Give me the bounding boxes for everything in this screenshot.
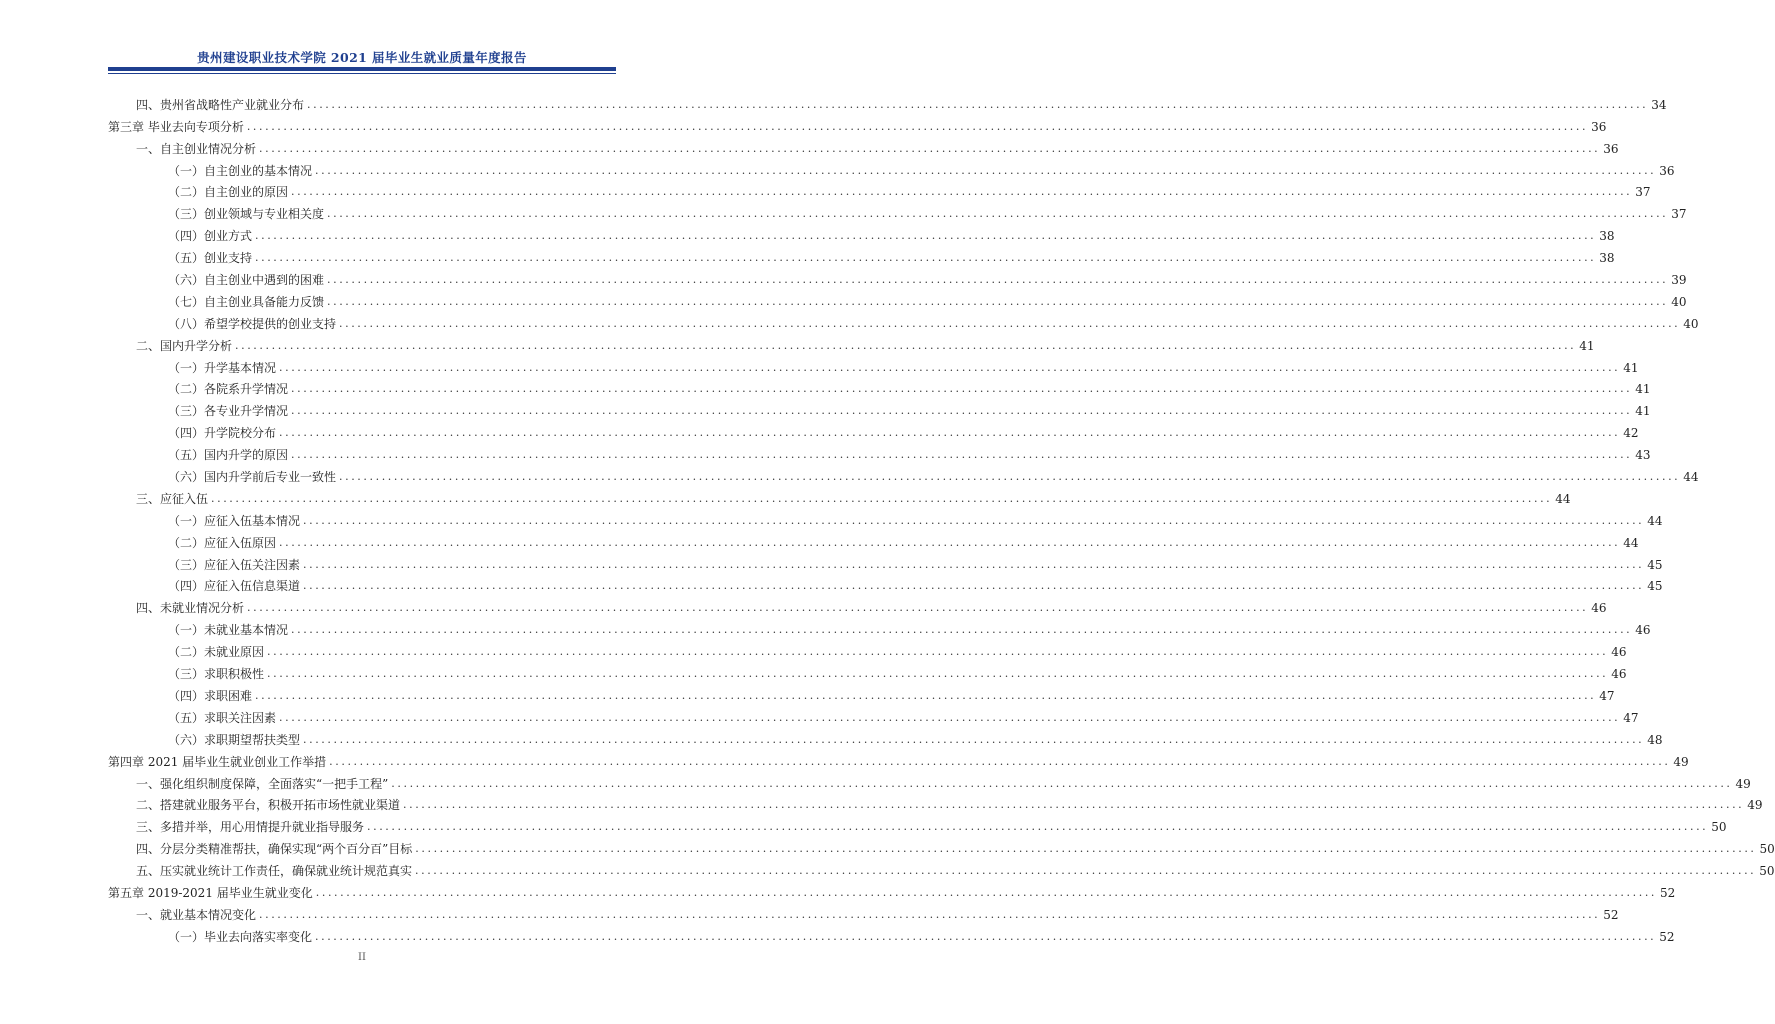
- toc-entry-label: （二）未就业原因: [168, 645, 265, 660]
- dot-leader: ............................................................................................................................................................................................................................: [279, 710, 1621, 724]
- toc-entry-label: （一）应征入伍基本情况: [168, 513, 301, 528]
- dot-leader: ............................................................................................................................................................................................................................: [255, 251, 1597, 265]
- toc-entry-page: 50: [1759, 864, 1775, 879]
- dot-leader: ............................................................................................................................................................................................................................: [327, 273, 1669, 287]
- toc-entry[interactable]: [108, 922, 1675, 944]
- toc-entry[interactable]: [108, 900, 1619, 922]
- page-number: II: [358, 952, 366, 963]
- dot-leader: ............................................................................................................................................................................................................................: [259, 141, 1601, 155]
- toc-entry-page: 40: [1683, 316, 1699, 331]
- dot-leader: ............................................................................................................................................................................................................................: [391, 776, 1733, 790]
- toc-entry[interactable]: [108, 747, 1689, 769]
- dot-leader: ............................................................................................................................................................................................................................: [255, 688, 1597, 702]
- toc-entry[interactable]: [108, 418, 1639, 441]
- toc-entry[interactable]: [108, 812, 1727, 835]
- dot-leader: ............................................................................................................................................................................................................................: [303, 513, 1645, 527]
- toc-entry-page: 41: [1635, 382, 1651, 397]
- toc-entry-page: 37: [1635, 185, 1651, 200]
- toc-entry-page: 41: [1623, 360, 1639, 375]
- dot-leader: ............................................................................................................................................................................................................................: [339, 316, 1681, 330]
- toc-entry[interactable]: [108, 637, 1627, 660]
- dot-leader: ............................................................................................................................................................................................................................: [235, 338, 1577, 352]
- toc-entry-page: 45: [1647, 579, 1663, 594]
- header-rule-thick: [108, 67, 616, 71]
- toc-entry[interactable]: [108, 878, 1676, 900]
- toc-entry-label: （三）求职积极性: [168, 667, 265, 682]
- toc-entry-label: （八）希望学校提供的创业支持: [168, 316, 337, 331]
- toc-entry-label: （三）各专业升学情况: [168, 404, 289, 419]
- dot-leader: ............................................................................................................................................................................................................................: [291, 623, 1633, 637]
- toc-entry-page: 44: [1647, 513, 1663, 528]
- toc-entry[interactable]: [108, 856, 1775, 879]
- toc-entry[interactable]: [108, 90, 1667, 112]
- dot-leader: ............................................................................................................................................................................................................................: [315, 929, 1657, 943]
- toc-entry-label: 二、搭建就业服务平台，积极开拓市场性就业渠道: [136, 798, 401, 813]
- toc-entry-page: 49: [1673, 754, 1689, 769]
- toc-entry[interactable]: [108, 331, 1595, 353]
- toc-entry-label: 四、未就业情况分析: [136, 601, 245, 616]
- toc-entry-page: 50: [1711, 820, 1727, 835]
- toc-entry[interactable]: [108, 440, 1651, 463]
- dot-leader: ............................................................................................................................................................................................................................: [255, 229, 1597, 243]
- toc-entry-label: 三、应征入伍: [136, 491, 209, 506]
- toc-entry-label: （五）国内升学的原因: [168, 448, 289, 463]
- toc-entry-label: （六）自主创业中遇到的困难: [168, 273, 325, 288]
- toc-entry[interactable]: [108, 287, 1687, 309]
- table-of-contents: [108, 90, 1775, 944]
- toc-entry-page: 42: [1623, 426, 1639, 441]
- toc-entry-page: 43: [1635, 448, 1651, 463]
- toc-entry-label: 三、多措并举，用心用情提升就业指导服务: [136, 820, 365, 835]
- toc-entry-page: 48: [1647, 732, 1663, 747]
- dot-leader: ............................................................................................................................................................................................................................: [259, 907, 1601, 921]
- toc-entry-label: （四）求职困难: [168, 688, 253, 703]
- toc-entry-label: （三）创业领域与专业相关度: [168, 207, 325, 222]
- toc-entry-label: 四、贵州省战略性产业就业分布: [136, 97, 305, 112]
- toc-entry[interactable]: [108, 681, 1615, 703]
- toc-entry[interactable]: [108, 725, 1663, 747]
- toc-entry[interactable]: [108, 572, 1663, 594]
- toc-entry-label: 四、分层分类精准帮扶，确保实现“两个百分百”目标: [136, 842, 413, 857]
- dot-leader: ............................................................................................................................................................................................................................: [303, 579, 1645, 593]
- toc-entry-label: （一）升学基本情况: [168, 360, 277, 375]
- toc-entry-label: （二）应征入伍原因: [168, 535, 277, 550]
- toc-entry-page: 49: [1747, 798, 1763, 813]
- dot-leader: ............................................................................................................................................................................................................................: [247, 601, 1589, 615]
- toc-entry-page: 52: [1660, 885, 1676, 900]
- dot-leader: ............................................................................................................................................................................................................................: [267, 645, 1609, 659]
- toc-entry-label: （六）国内升学前后专业一致性: [168, 470, 337, 485]
- toc-entry-page: 36: [1591, 119, 1607, 134]
- dot-leader: ............................................................................................................................................................................................................................: [279, 360, 1621, 374]
- toc-entry-label: （五）求职关注因素: [168, 710, 277, 725]
- toc-entry-page: 39: [1671, 273, 1687, 288]
- toc-entry-label: （七）自主创业具备能力反馈: [168, 294, 325, 309]
- toc-entry-page: 49: [1735, 776, 1751, 791]
- toc-entry-page: 47: [1623, 710, 1639, 725]
- toc-entry[interactable]: [108, 462, 1699, 485]
- toc-entry[interactable]: [108, 659, 1627, 682]
- dot-leader: ............................................................................................................................................................................................................................: [279, 426, 1621, 440]
- toc-entry[interactable]: [108, 396, 1651, 419]
- toc-entry[interactable]: [108, 615, 1651, 638]
- toc-entry[interactable]: [108, 309, 1699, 331]
- toc-entry[interactable]: [108, 178, 1651, 200]
- toc-entry-page: 38: [1599, 251, 1615, 266]
- dot-leader: ............................................................................................................................................................................................................................: [279, 535, 1621, 549]
- toc-entry-page: 44: [1623, 535, 1639, 550]
- toc-entry-label: 二、国内升学分析: [136, 338, 233, 353]
- toc-entry-label: （四）升学院校分布: [168, 426, 277, 441]
- toc-entry-page: 38: [1599, 229, 1615, 244]
- toc-entry-page: 46: [1591, 601, 1607, 616]
- toc-entry-label: （二）自主创业的原因: [168, 185, 289, 200]
- toc-entry-page: 44: [1555, 491, 1571, 506]
- toc-entry-page: 47: [1599, 688, 1615, 703]
- dot-leader: ............................................................................................................................................................................................................................: [291, 404, 1633, 418]
- toc-entry-page: 44: [1683, 470, 1699, 485]
- dot-leader: ............................................................................................................................................................................................................................: [211, 491, 1553, 505]
- dot-leader: ............................................................................................................................................................................................................................: [415, 864, 1757, 878]
- dot-leader: ............................................................................................................................................................................................................................: [267, 667, 1609, 681]
- toc-entry-page: 34: [1651, 97, 1667, 112]
- toc-entry-page: 52: [1659, 929, 1675, 944]
- toc-entry-label: 一、强化组织制度保障，全面落实“一把手工程”: [136, 776, 389, 791]
- toc-entry[interactable]: [108, 593, 1607, 616]
- toc-entry-label: 一、自主创业情况分析: [136, 141, 257, 156]
- toc-entry-label: （一）自主创业的基本情况: [168, 163, 313, 178]
- toc-entry[interactable]: [108, 156, 1675, 178]
- toc-entry-label: 第三章 毕业去向专项分析: [108, 119, 244, 134]
- dot-leader: ............................................................................................................................................................................................................................: [415, 842, 1757, 856]
- header-rule-thin: [108, 73, 616, 74]
- toc-entry-page: 36: [1659, 163, 1675, 178]
- dot-leader: ............................................................................................................................................................................................................................: [339, 470, 1681, 484]
- toc-entry-label: （四）创业方式: [168, 229, 253, 244]
- toc-entry[interactable]: [108, 550, 1663, 572]
- toc-entry[interactable]: [108, 353, 1639, 375]
- toc-entry-label: 一、就业基本情况变化: [136, 907, 257, 922]
- toc-entry-page: 46: [1611, 645, 1627, 660]
- toc-entry-label: （二）各院系升学情况: [168, 382, 289, 397]
- toc-entry[interactable]: [108, 769, 1751, 791]
- toc-entry-page: 46: [1635, 623, 1651, 638]
- toc-entry[interactable]: [108, 199, 1687, 222]
- toc-entry-page: 41: [1635, 404, 1651, 419]
- toc-entry-label: 五、压实就业统计工作责任，确保就业统计规范真实: [136, 864, 413, 879]
- toc-entry-label: （四）应征入伍信息渠道: [168, 579, 301, 594]
- report-title: 贵州建设职业技术学院 2021 届毕业生就业质量年度报告: [197, 50, 527, 65]
- toc-entry-label: （六）求职期望帮扶类型: [168, 732, 301, 747]
- toc-entry-label: 第四章 2021 届毕业生就业创业工作举措: [108, 754, 327, 769]
- dot-leader: ............................................................................................................................................................................................................................: [327, 207, 1669, 221]
- toc-entry[interactable]: [108, 484, 1571, 506]
- dot-leader: ............................................................................................................................................................................................................................: [329, 754, 1671, 768]
- toc-entry[interactable]: [108, 703, 1639, 725]
- dot-leader: ............................................................................................................................................................................................................................: [291, 448, 1633, 462]
- toc-entry[interactable]: [108, 221, 1615, 244]
- toc-entry[interactable]: [108, 112, 1607, 134]
- toc-entry-page: 46: [1611, 667, 1627, 682]
- dot-leader: ............................................................................................................................................................................................................................: [291, 382, 1633, 396]
- dot-leader: ............................................................................................................................................................................................................................: [291, 185, 1633, 199]
- toc-entry-page: 40: [1671, 294, 1687, 309]
- toc-entry-page: 45: [1647, 557, 1663, 572]
- dot-leader: ............................................................................................................................................................................................................................: [246, 119, 1589, 133]
- toc-entry[interactable]: [108, 265, 1687, 288]
- toc-entry[interactable]: [108, 243, 1615, 266]
- dot-leader: ............................................................................................................................................................................................................................: [307, 97, 1649, 111]
- dot-leader: ............................................................................................................................................................................................................................: [315, 885, 1658, 899]
- dot-leader: ............................................................................................................................................................................................................................: [403, 798, 1745, 812]
- toc-entry-page: 37: [1671, 207, 1687, 222]
- toc-entry-page: 36: [1603, 141, 1619, 156]
- toc-entry[interactable]: [108, 791, 1763, 813]
- toc-entry[interactable]: [108, 834, 1775, 857]
- toc-entry-page: 41: [1579, 338, 1595, 353]
- toc-entry-page: 52: [1603, 907, 1619, 922]
- toc-entry-label: （一）毕业去向落实率变化: [168, 929, 313, 944]
- toc-entry[interactable]: [108, 506, 1663, 528]
- dot-leader: ............................................................................................................................................................................................................................: [315, 163, 1657, 177]
- toc-entry-label: （三）应征入伍关注因素: [168, 557, 301, 572]
- toc-entry-label: 第五章 2019-2021 届毕业生就业变化: [108, 885, 313, 900]
- toc-entry-label: （五）创业支持: [168, 251, 253, 266]
- toc-entry-page: 50: [1759, 842, 1775, 857]
- toc-entry[interactable]: [108, 134, 1619, 156]
- dot-leader: ............................................................................................................................................................................................................................: [367, 820, 1709, 834]
- dot-leader: ............................................................................................................................................................................................................................: [303, 732, 1645, 746]
- toc-entry[interactable]: [108, 375, 1651, 397]
- toc-entry-label: （一）未就业基本情况: [168, 623, 289, 638]
- dot-leader: ............................................................................................................................................................................................................................: [303, 557, 1645, 571]
- toc-entry[interactable]: [108, 528, 1639, 550]
- dot-leader: ............................................................................................................................................................................................................................: [327, 294, 1669, 308]
